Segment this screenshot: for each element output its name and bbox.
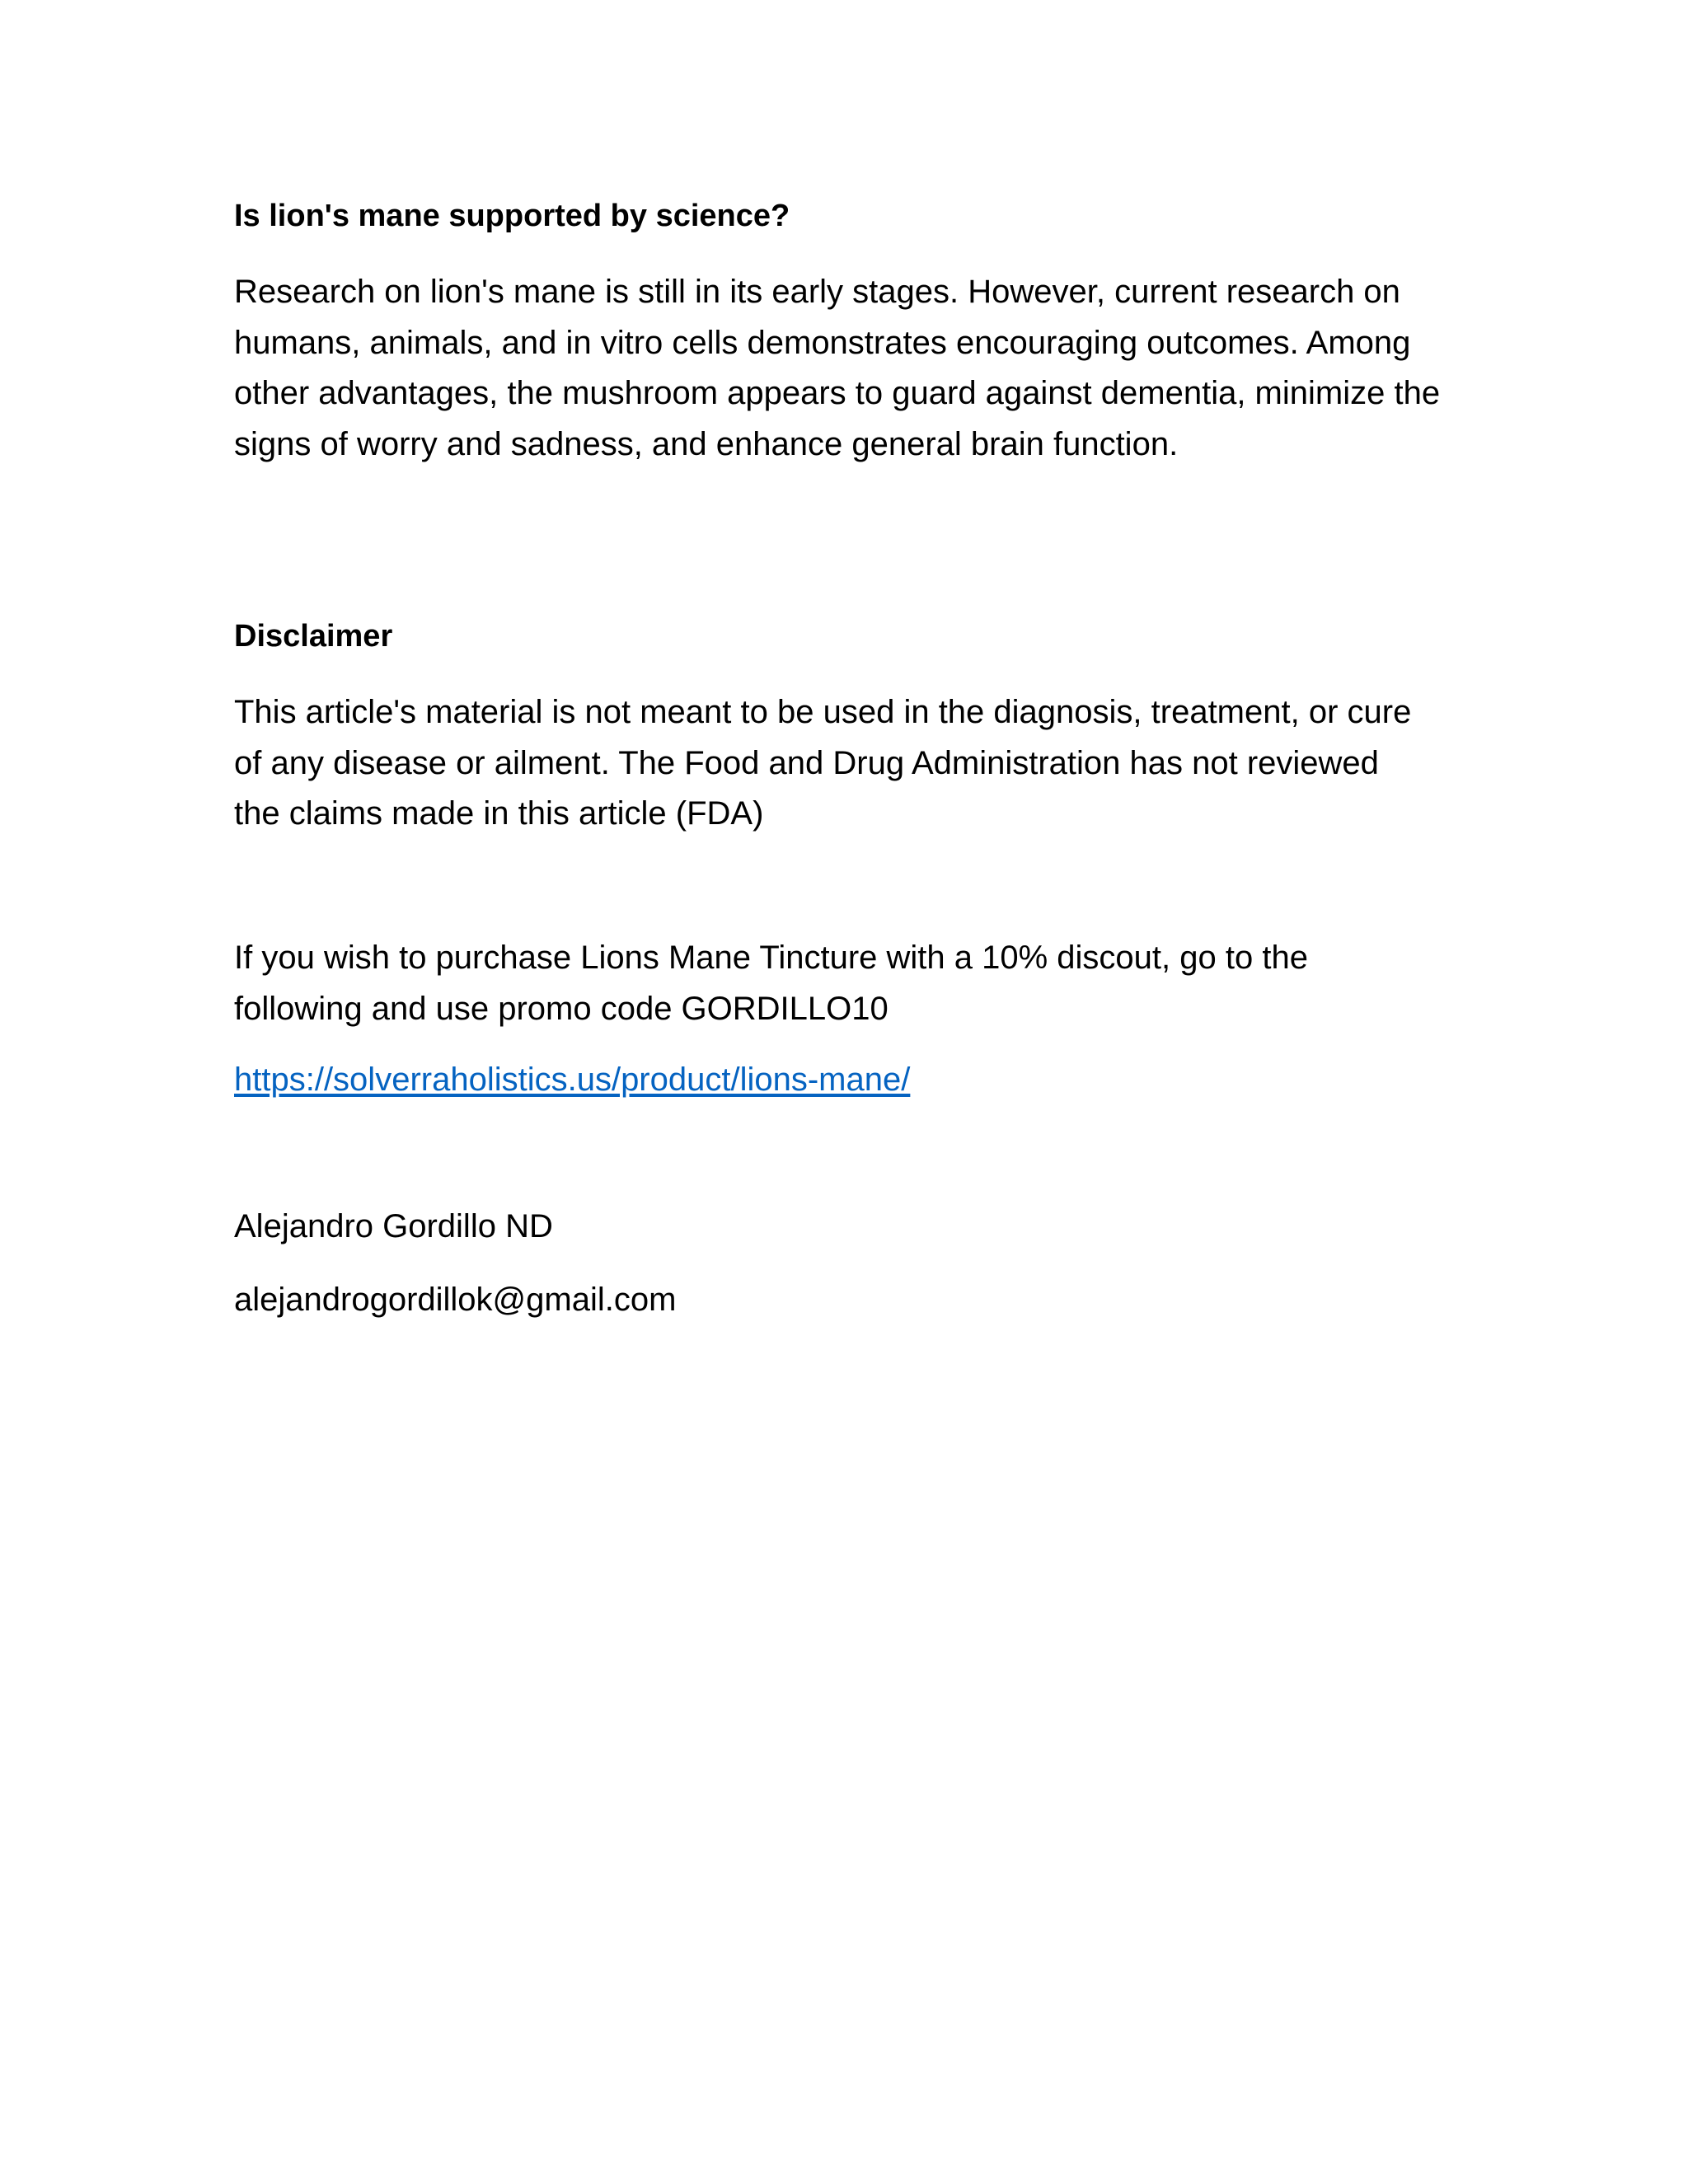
product-link[interactable]: https://solverraholistics.us/product/lions-mane/ xyxy=(234,1062,911,1098)
author-email: alejandrogordillok@gmail.com xyxy=(234,1282,677,1318)
section-heading-disclaimer: Disclaimer xyxy=(234,619,393,654)
author-name: Alejandro Gordillo ND xyxy=(234,1208,553,1244)
paragraph-disclaimer: This article's material is not meant to be used in the diagnosis, treatment, or cure of any disease or ailment. The Food and Drug Administration has not reviewed the claims made in this article (FDA) xyxy=(234,694,1412,832)
paragraph-purchase: If you wish to purchase Lions Mane Tincture with a 10% discout, go to the following and use promo code GORDILLO10 xyxy=(234,940,1308,1027)
paragraph-science: Research on lion's mane is still in its early stages. However, current research on humans, animals, and in vitro cells demonstrates encouraging outcomes. Among other advantages, the mushroom appears to guard against dementia, minimize the signs of worry and sadness, and enhance general brain function. xyxy=(234,274,1441,462)
section-heading-science: Is lion's mane supported by science? xyxy=(234,199,790,233)
